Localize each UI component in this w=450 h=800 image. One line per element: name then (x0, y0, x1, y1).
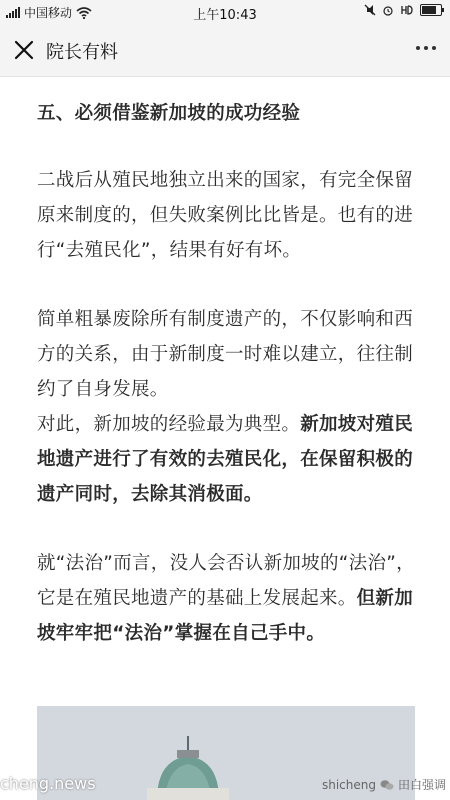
alarm-icon (382, 4, 394, 16)
wechat-icon (380, 779, 394, 791)
paragraph-4 (37, 546, 417, 651)
more-button[interactable] (416, 46, 436, 50)
paragraph-4-normal: 就“法治”而言，没人会否认新加坡的“法治”，它是在殖民地遗产的基础上发展起来。 (37, 553, 415, 609)
close-icon (10, 36, 38, 64)
more-icon (416, 46, 420, 50)
status-bar (0, 0, 450, 24)
paragraph-2: 简单粗暴废除所有制度遗产的，不仅影响和西方的关系，由于新制度一时难以建立，往往制约了自身发展。 (37, 309, 414, 400)
paragraph-3 (37, 407, 417, 512)
status-right (364, 4, 442, 16)
nav-title: 院长有料 (46, 42, 118, 63)
carrier-label: 中国移动 (24, 6, 73, 20)
watermark-left: cheng.news (0, 774, 96, 793)
watermark-site: shicheng (321, 777, 376, 792)
paragraph-3-normal: 对此，新加坡的经验最为典型。 (37, 414, 301, 435)
paragraph-1: 二战后从殖民地独立出来的国家，有完全保留原来制度的，但失败案例比比皆是。也有的进行“去殖民化”，结果有好有坏。 (37, 170, 414, 261)
battery-icon (420, 4, 442, 16)
close-button[interactable] (10, 36, 38, 64)
paragraph-4-bold: 但新加坡牢牢把“法治”掌握在自己手中。 (37, 588, 414, 644)
status-time: 上午10:43 (193, 8, 257, 23)
nav-bar (0, 24, 450, 77)
battery-level (422, 6, 436, 14)
hd-icon (400, 4, 414, 16)
watermark-right (322, 776, 446, 793)
paragraph-3-bold: 新加坡对殖民地遗产进行了有效的去殖民化，在保留积极的遗产同时，去除其消极面。 (37, 414, 414, 505)
article-content (37, 96, 417, 651)
watermark-account: 田白强调 (397, 778, 446, 792)
article-heading: 五、必须借鉴新加坡的成功经验 (37, 103, 301, 124)
mute-icon (364, 4, 376, 16)
